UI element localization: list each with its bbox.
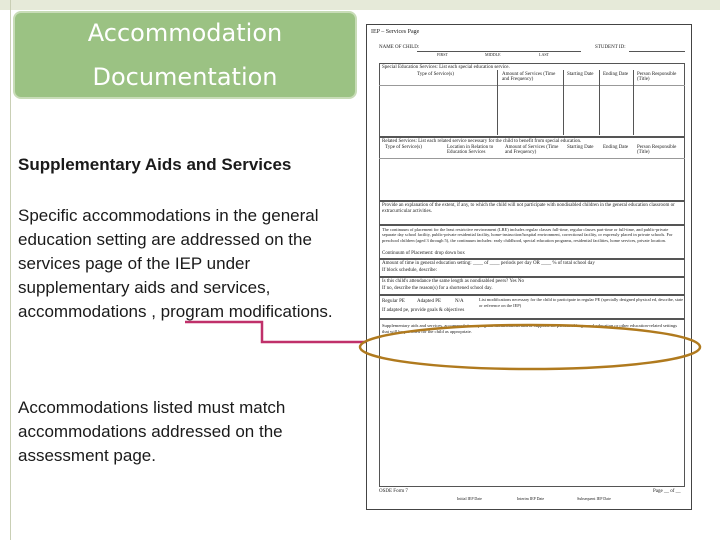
explanation-text: Provide an explanation of the extent, if any, to which the child will not participate with nondisabled children in the general education classroom or extracurricular activities. [382,203,675,214]
related-header: Related Services: List each related service necessary for the child to benefit from special education. [382,139,582,144]
col-end: Ending Date [603,72,629,77]
related-col-start: Starting Date [567,145,594,150]
name-last: LAST [539,52,549,57]
col-person: Person Responsible (Title) [637,72,677,82]
name-first: FIRST [437,52,448,57]
footer-interim-date: Interim IEP Date [517,496,545,501]
related-col-type: Type of Service(s) [385,145,422,150]
special-ed-header: Special Education Services: List each special education service. [382,65,510,70]
paragraph-specific-accommodations: Specific accommodations in the general education setting are addressed on the services page of the IEP under supplementary aids and services, accommodations , program modifications. [18,206,333,321]
col-type: Type of Service(s) [417,72,454,77]
related-col-person: Person Responsible (Title) [637,145,677,155]
col-amount: Amount of Services (Time and Frequency) [502,72,556,82]
col-start: Starting Date [567,72,594,77]
continuum-text: The continuum of placement for the least restrictive environment (LRE) includes regular classes full-time, regular classes part-time or full-time, and public-private separate day school facility, public-private residential facility, home-instruction/hospital environment, correctional facility, or expressly placed in private schools. For preschool children (aged 3 through 5), the continuum includes: early childhood, special education programs, residential facilities, home services, private location. [382,227,673,243]
attendance-text: Is this child's attendance the same length as nondisabled peers? Yes No [382,279,524,284]
related-col-location: Location in Relation to Education Services [447,145,494,155]
footer-initial-date: Initial IEP Date [457,496,482,501]
pe-adapted: Adapted PE [417,299,442,304]
amount-time-text: Amount of time in general education setting: ____ of ____ periods per day OR ____ % of total school day [382,261,595,266]
paragraph-accommodations-match: Accommodations listed must match accommodations addressed on the assessment page. [18,398,286,465]
related-col-end: Ending Date [603,145,629,150]
name-middle: MIDDLE [485,52,501,57]
related-col-amount: Amount of Services (Time and Frequency) [505,145,559,155]
continuum-placement: Continuum of Placement: drop down box [382,251,465,256]
shortened-day-text: If no, describe the reason(s) for a shortened school day. [382,286,493,291]
slide-title-line1: Accommodation [87,19,283,47]
slide-heading: Supplementary Aids and Services [18,155,292,174]
highlight-ellipse [360,325,700,369]
name-label: NAME OF CHILD: [379,45,420,50]
pe-regular: Regular PE [382,299,405,304]
form-title: IEP – Services Page [371,29,420,35]
footer-page: Page __ of __ [653,489,681,494]
pe-na: N/A [455,299,464,304]
student-id-label: STUDENT ID: [595,45,626,50]
supplementary-aids-text: Supplementary aids and services, accommodations, program modifications and/or supports for personnel in general education or other education-related settings that will be provided for the child as appropriate. [382,323,678,334]
footer-form-number: OSDE Form 7 [379,489,408,494]
pe-modifications-note: List modifications necessary for the child to participate in regular PE (specially designed physical ed, describe, state or reference on the IEP) [479,297,684,308]
slide-title-line2: Documentation [92,63,278,91]
footer-subsequent-date: Subsequent IEP Date [577,496,611,501]
block-schedule-text: If block schedule, describe: [382,268,437,273]
pe-adapted-goals: If adapted pe, provide goals & objectives [382,308,465,313]
